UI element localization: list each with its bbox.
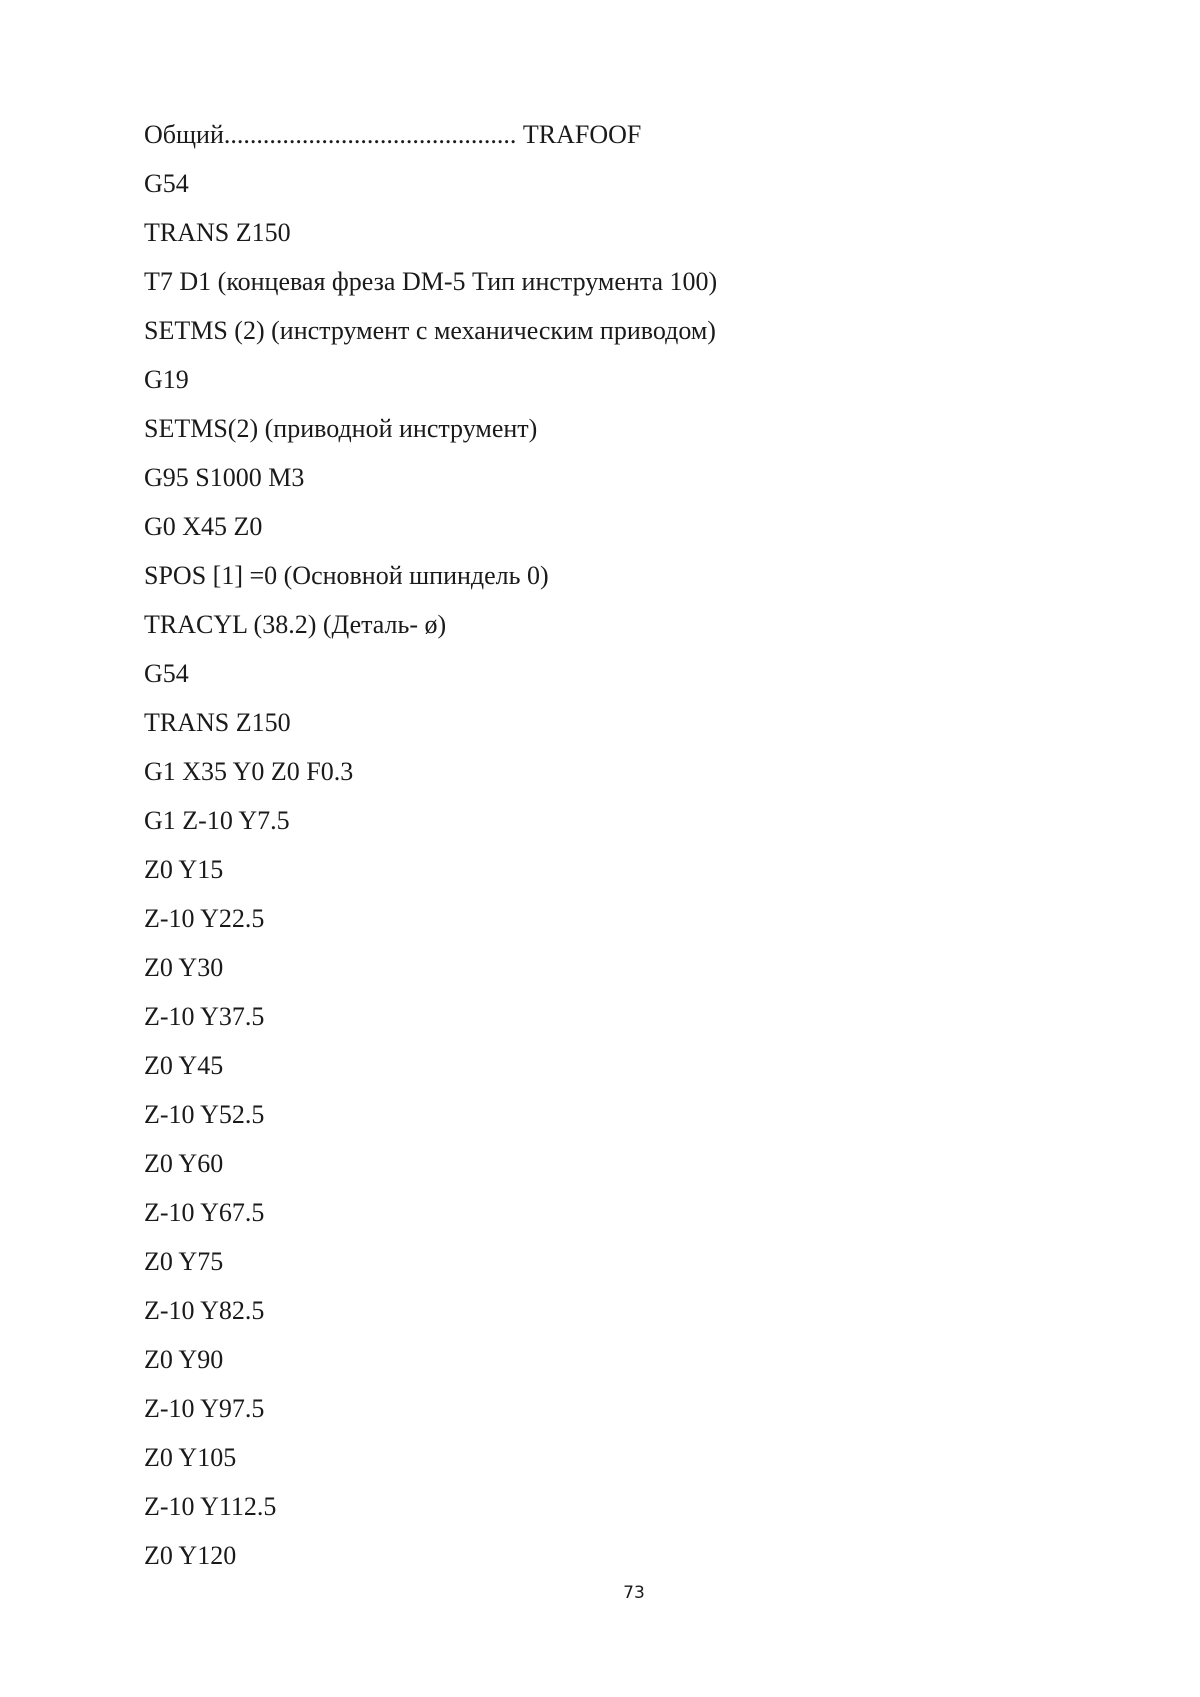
program-line: TRACYL (38.2) (Деталь- ø) xyxy=(144,610,447,639)
program-line: Z0 Y90 xyxy=(144,1345,224,1374)
program-line: G95 S1000 M3 xyxy=(144,463,305,492)
program-line: G54 xyxy=(144,169,189,198)
program-line: Z-10 Y97.5 xyxy=(144,1394,265,1423)
program-line: Z-10 Y112.5 xyxy=(144,1492,277,1521)
program-line: SETMS(2) (приводной инструмент) xyxy=(144,414,538,443)
program-line: Z0 Y15 xyxy=(144,855,224,884)
program-line: G19 xyxy=(144,365,189,394)
program-line: Z0 Y30 xyxy=(144,953,224,982)
program-line: Z-10 Y22.5 xyxy=(144,904,265,933)
program-line: Z0 Y120 xyxy=(144,1541,237,1570)
program-line: Z0 Y45 xyxy=(144,1051,224,1080)
program-line: Z-10 Y37.5 xyxy=(144,1002,265,1031)
program-line: Z-10 Y82.5 xyxy=(144,1296,265,1325)
program-line: T7 D1 (концевая фреза DM-5 Тип инструмента 100) xyxy=(144,267,718,296)
program-line: G54 xyxy=(144,659,189,688)
page-number: 73 xyxy=(623,1583,645,1603)
program-line: Z-10 Y67.5 xyxy=(144,1198,265,1227)
program-line: G1 X35 Y0 Z0 F0.3 xyxy=(144,757,354,786)
program-line: Z0 Y105 xyxy=(144,1443,237,1472)
program-line: TRANS Z150 xyxy=(144,708,291,737)
program-line: G1 Z-10 Y7.5 xyxy=(144,806,290,835)
program-line: Общий............................................. TRAFOOF xyxy=(144,120,642,149)
program-line: SETMS (2) (инструмент с механическим приводом) xyxy=(144,316,716,345)
program-line: Z-10 Y52.5 xyxy=(144,1100,265,1129)
program-line: SPOS [1] =0 (Основной шпиндель 0) xyxy=(144,561,549,590)
program-line: G0 X45 Z0 xyxy=(144,512,263,541)
program-line: TRANS Z150 xyxy=(144,218,291,247)
program-line: Z0 Y75 xyxy=(144,1247,224,1276)
cnc-program-listing xyxy=(144,110,717,1580)
program-line: Z0 Y60 xyxy=(144,1149,224,1178)
